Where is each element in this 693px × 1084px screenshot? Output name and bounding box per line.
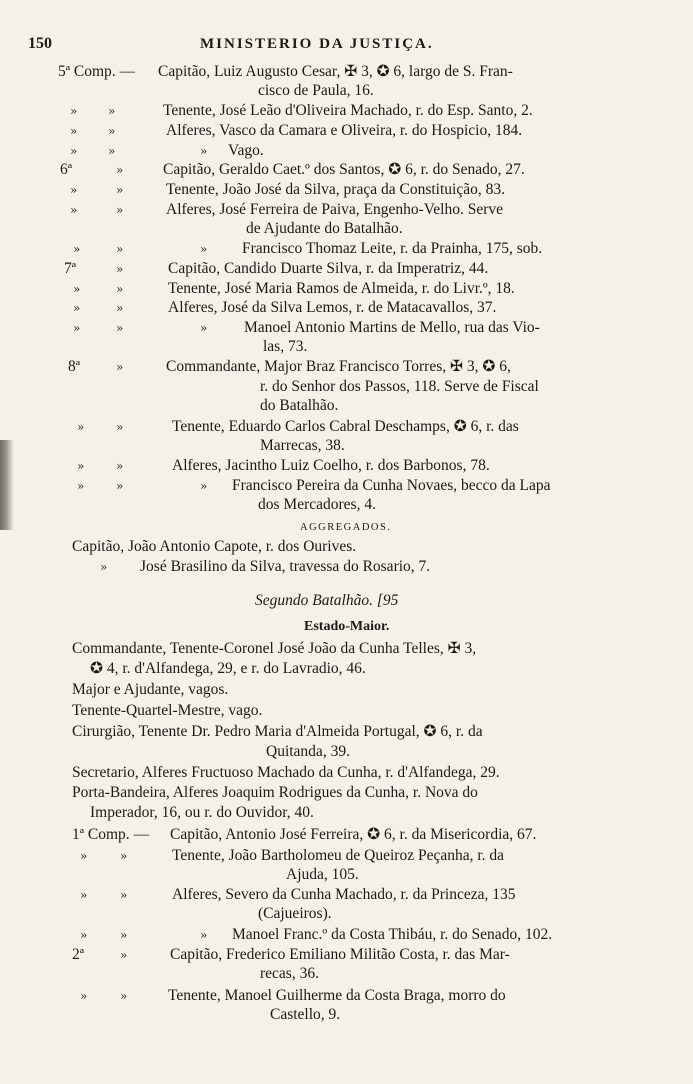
entry-line: Capitão, Luiz Augusto Cesar, ✠ 3, ✪ 6, largo de S. Fran- (158, 63, 513, 80)
ditto-mark: » (120, 928, 128, 942)
ditto-mark: » (73, 282, 81, 296)
battalion-heading: Segundo Batalhão. [95 (255, 592, 399, 609)
ditto-mark: » (200, 479, 208, 493)
ditto-mark: » (80, 928, 88, 942)
ditto-mark: » (120, 888, 128, 902)
entry-line: Alferes, José Ferreira de Paiva, Engenho-Velho. Serve (166, 201, 504, 218)
entry-line: Tenente, João Bartholomeu de Queiroz Peçanha, r. da (172, 847, 505, 864)
entry-line: Major e Ajudante, vagos. (72, 681, 229, 698)
ditto-mark: » (80, 989, 88, 1003)
ditto-mark: » (77, 459, 85, 473)
running-title: MINISTERIO DA JUSTIÇA. (200, 36, 434, 52)
entry-line: recas, 36. (260, 965, 319, 982)
ditto-mark: » (80, 849, 88, 863)
entry-line: Tenente, José Leão d'Oliveira Machado, r. do Esp. Santo, 2. (163, 102, 533, 119)
entry-line: Ajuda, 105. (286, 866, 359, 883)
ditto-mark: » (120, 849, 128, 863)
entry-line: Francisco Pereira da Cunha Novaes, becco da Lapa (232, 477, 551, 494)
ditto-mark: » (200, 321, 208, 335)
ditto-mark: » (116, 203, 124, 217)
entry-line: do Batalhão. (260, 397, 339, 414)
company-label: 6ª (60, 161, 73, 178)
entry-line: Tenente, Manoel Guilherme da Costa Braga, morro do (168, 987, 506, 1004)
ditto-mark: » (108, 144, 116, 158)
entry-line: dos Mercadores, 4. (258, 496, 376, 513)
ditto-mark: » (116, 282, 124, 296)
entry-line: Vago. (228, 142, 264, 159)
ditto-mark: » (116, 262, 124, 276)
section-heading: AGGREGADOS. (300, 522, 392, 533)
entry-line: Castello, 9. (270, 1006, 341, 1023)
entry-line: Porta-Bandeira, Alferes Joaquim Rodrigues da Cunha, r. Nova do (72, 784, 478, 801)
entry-line: de Ajudante do Batalhão. (246, 220, 403, 237)
entry-line: Capitão, Candido Duarte Silva, r. da Imperatriz, 44. (168, 260, 489, 277)
entry-line: Commandante, Major Braz Francisco Torres, ✠ 3, ✪ 6, (166, 358, 511, 375)
entry-line: Commandante, Tenente-Coronel José João da Cunha Telles, ✠ 3, (72, 640, 477, 657)
entry-line: Imperador, 16, ou r. do Ouvidor, 40. (90, 804, 314, 821)
ditto-mark: » (116, 459, 124, 473)
ditto-mark: » (120, 948, 128, 962)
ditto-mark: » (116, 301, 124, 315)
ditto-mark: » (116, 242, 124, 256)
ditto-mark: » (116, 183, 124, 197)
entry-line: Tenente, Eduardo Carlos Cabral Deschamps, ✪ 6, r. das (172, 418, 519, 435)
entry-line: Capitão, Frederico Emiliano Militão Costa, r. das Mar- (170, 946, 510, 963)
company-label: 8ª (68, 358, 81, 375)
ditto-mark: » (120, 989, 128, 1003)
company-label: 5ª Comp. — (58, 63, 136, 80)
ditto-mark: » (73, 242, 81, 256)
ditto-mark: » (200, 144, 208, 158)
ditto-mark: » (116, 321, 124, 335)
page-edge-smudge (0, 440, 14, 530)
ditto-mark: » (116, 420, 124, 434)
entry-line: Tenente, José Maria Ramos de Almeida, r. do Livr.º, 18. (168, 280, 515, 297)
entry-line: Alferes, José da Silva Lemos, r. de Matacavallos, 37. (168, 299, 497, 316)
entry-line: Tenente-Quartel-Mestre, vago. (72, 702, 263, 719)
entry-line: Quitanda, 39. (266, 743, 350, 760)
ditto-mark: » (108, 104, 116, 118)
ditto-mark: » (70, 203, 78, 217)
entry-line: Alferes, Severo da Cunha Machado, r. da Princeza, 135 (172, 886, 516, 903)
entry-line: r. do Senhor dos Passos, 118. Serve de Fiscal (260, 378, 539, 395)
entry-line: José Brasilino da Silva, travessa do Rosario, 7. (140, 558, 431, 575)
entry-line: Capitão, João Antonio Capote, r. dos Ourives. (72, 538, 357, 555)
ditto-mark: » (77, 479, 85, 493)
entry-line: Capitão, Antonio José Ferreira, ✪ 6, r. da Misericordia, 67. (170, 826, 537, 843)
ditto-mark: » (116, 163, 124, 177)
entry-line: Capitão, Geraldo Caet.º dos Santos, ✪ 6, r. do Senado, 27. (163, 161, 525, 178)
ditto-mark: » (116, 360, 124, 374)
ditto-mark: » (77, 420, 85, 434)
ditto-mark: » (108, 124, 116, 138)
entry-line: Francisco Thomaz Leite, r. da Prainha, 175, sob. (242, 240, 543, 257)
ditto-mark: » (70, 104, 78, 118)
entry-line: ✪ 4, r. d'Alfandega, 29, e r. do Lavradio, 46. (90, 660, 366, 677)
entry-line: Tenente, João José da Silva, praça da Constituição, 83. (166, 181, 505, 198)
entry-line: Alferes, Jacintho Luiz Coelho, r. dos Barbonos, 78. (172, 457, 490, 474)
ditto-mark: » (116, 479, 124, 493)
ditto-mark: » (73, 321, 81, 335)
ditto-mark: » (70, 183, 78, 197)
entry-line: Marrecas, 38. (260, 437, 345, 454)
entry-line: Manoel Antonio Martins de Mello, rua das Vio- (244, 319, 540, 336)
entry-line: Secretario, Alferes Fructuoso Machado da Cunha, r. d'Alfandega, 29. (72, 764, 500, 781)
ditto-mark: » (100, 560, 108, 574)
ditto-mark: » (73, 301, 81, 315)
ditto-mark: » (70, 144, 78, 158)
company-label: 7ª (64, 260, 77, 277)
entry-line: Cirurgião, Tenente Dr. Pedro Maria d'Almeida Portugal, ✪ 6, r. da (72, 723, 483, 740)
page-number: 150 (28, 35, 52, 52)
ditto-mark: » (200, 242, 208, 256)
ditto-mark: » (200, 928, 208, 942)
entry-line: (Cajueiros). (258, 905, 332, 922)
entry-line: Manoel Franc.º da Costa Thibáu, r. do Senado, 102. (232, 926, 553, 943)
company-label: 2ª (72, 946, 85, 963)
section-heading: Estado-Maior. (304, 619, 390, 634)
ditto-mark: » (80, 888, 88, 902)
entry-line: cisco de Paula, 16. (258, 82, 374, 99)
ditto-mark: » (70, 124, 78, 138)
entry-line: las, 73. (263, 338, 308, 355)
company-label: 1ª Comp. — (72, 826, 150, 843)
entry-line: Alferes, Vasco da Camara e Oliveira, r. do Hospicio, 184. (166, 122, 523, 139)
